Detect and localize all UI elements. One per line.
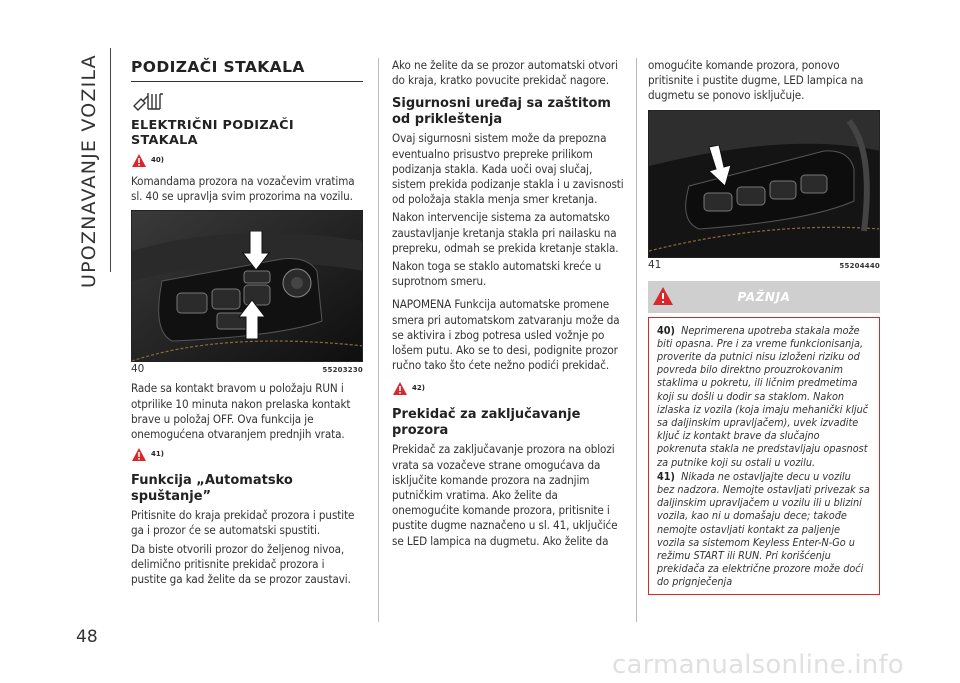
column-divider [636, 58, 637, 622]
caution-item [657, 324, 871, 469]
figure-photo [648, 110, 880, 258]
column-3 [648, 58, 880, 595]
note-paragraph: NAPOMENA Funkcija automatske promene smera pri automatskom zatvaranju može da se aktivira i zbog potresa usled vožnje po lošem putu. Ako se to desi, podignite prozor ručno tako što ćete nežno podići prekidač. [392, 297, 620, 373]
figure-41 [648, 110, 880, 271]
paragraph: omogućite komande prozora, ponovo pritisnite i pustite dugme, LED lampica na dugmetu se ponovo isključuje. [648, 58, 864, 103]
chapter-heading: PODIZAČI STAKALA [131, 58, 305, 76]
warning-ref-number: 42) [412, 384, 425, 393]
warning-triangle-icon [131, 153, 147, 168]
caution-title: PAŽNJA [737, 289, 791, 304]
caution-item-number: 40) [657, 323, 675, 337]
warning-triangle-icon [131, 447, 147, 462]
paragraph: Da biste otvorili prozor do željenog nivoa, delimično pritisnite prekidač prozora i pustite ga kad želite da se prozor zaustavi. [131, 541, 351, 587]
cable-connector-icon [131, 90, 363, 112]
section-heading: ELEKTRIČNI PODIZAČI STAKALA [131, 118, 294, 148]
caution-item-text: Nikada ne ostavljajte decu u vozilu bez nadzora. Nemojte ostavljati privezak sa daljinskim upravljačem u vozilu ili u blizini vozila, kao ni u domašaju dece; takođe nemojte ostavljati kontakt za paljenje vozila sa sistemom Keyless Enter-N-Go u režimu START ili RUN. Pri korišćenju prekidača za električne prozore može doći do prignječenja [657, 469, 870, 589]
caution-header [648, 281, 880, 313]
section-heading: Prekidač za zaključavanje prozora [392, 407, 581, 439]
warning-reference [131, 447, 363, 465]
figure-number: 41 [648, 258, 662, 271]
warning-triangle-icon [392, 381, 408, 396]
figure-photo [131, 210, 363, 362]
warning-reference [392, 381, 624, 399]
paragraph: Pritisnite do kraja prekidač prozora i pustite ga i prozor će se automatski spustiti. [131, 508, 355, 538]
paragraph: Prekidač za zaključavanje prozora na oblozi vrata sa vozačeve strane omogućava da isključite komande prozora na zadnjim putničkim vratima. Ako želite da onemogućite komande prozora, pritisnite i pustite dugme naznačeno u sl. 41, uključiće se LED lampica na dugmetu. Ako želite da [392, 442, 618, 548]
side-divider [110, 48, 111, 272]
arrow-down-icon [242, 231, 270, 271]
column-1 [131, 58, 363, 587]
section-heading: Sigurnosni uređaj sa zaštitom od prikleštenja [392, 96, 611, 128]
arrow-down-icon [707, 145, 735, 187]
arrow-up-icon [238, 299, 266, 339]
paragraph: Nakon toga se staklo automatski kreće u suprotnom smeru. [392, 259, 602, 289]
warning-ref-number: 40) [151, 156, 164, 164]
figure-code: 55203230 [322, 366, 363, 375]
figure-number: 40 [131, 363, 145, 376]
watermark: carmanualsonline.info [612, 650, 904, 680]
caution-item [657, 470, 871, 589]
warning-ref-number: 41) [151, 450, 164, 459]
column-2 [392, 58, 624, 549]
heading-rule [131, 81, 363, 82]
paragraph: Ako ne želite da se prozor automatski otvori do kraja, kratko povucite prekidač nagore. [392, 58, 618, 88]
page-number: 48 [76, 627, 98, 647]
paragraph: Komandama prozora na vozačevim vratima sl. 40 se upravlja svim prozorima na vozilu. [131, 174, 355, 204]
figure-code: 55204440 [839, 261, 880, 270]
caution-box [648, 317, 880, 595]
side-section-title: UPOZNAVANJE VOZILA [78, 54, 100, 288]
caution-item-text: Neprimerena upotreba stakala može biti opasna. Pre i za vreme funkcionisanja, proverite da putnici nisu izloženi riziku od povreda bilo direktno prouzrokovanim staklima u pokretu, ili ličnim predmetima koji su došli u dodir sa staklom. Nakon izlaska iz vozila (koja imaju mehanički ključ sa daljinskim upravljačem), uvek izvadite ključ iz kontakt brave da slučajno pokrenuta stakla ne predstavljaju opasnost za putnike koji su ostali u vozilu. [657, 323, 869, 469]
warning-triangle-icon [652, 286, 674, 306]
paragraph: Rade sa kontakt bravom u položaju RUN i otprilike 10 minuta nakon prelaska kontakt brave u položaj OFF. Ova funkcija je onemogućena otvaranjem prednjih vrata. [131, 381, 351, 442]
caution-item-number: 41) [657, 469, 675, 483]
paragraph: Ovaj sigurnosni sistem može da prepozna eventualno prisustvo prepreke prilikom podizanja stakla. Kada uoči ovaj slučaj, sistem prekida podizanje stakla i u zavisnosti od položaja stakla menja smer kretanja. [392, 131, 624, 207]
warning-reference [131, 153, 363, 171]
section-heading: Funkcija „Automatsko spuštanje” [131, 473, 293, 505]
column-divider [378, 58, 379, 622]
figure-40 [131, 210, 363, 375]
paragraph: Nakon intervencije sistema za automatsko zaustavljanje kretanja stakla pri nailasku na prepreku, odmah se prekida kretanje stakla. [392, 210, 619, 255]
